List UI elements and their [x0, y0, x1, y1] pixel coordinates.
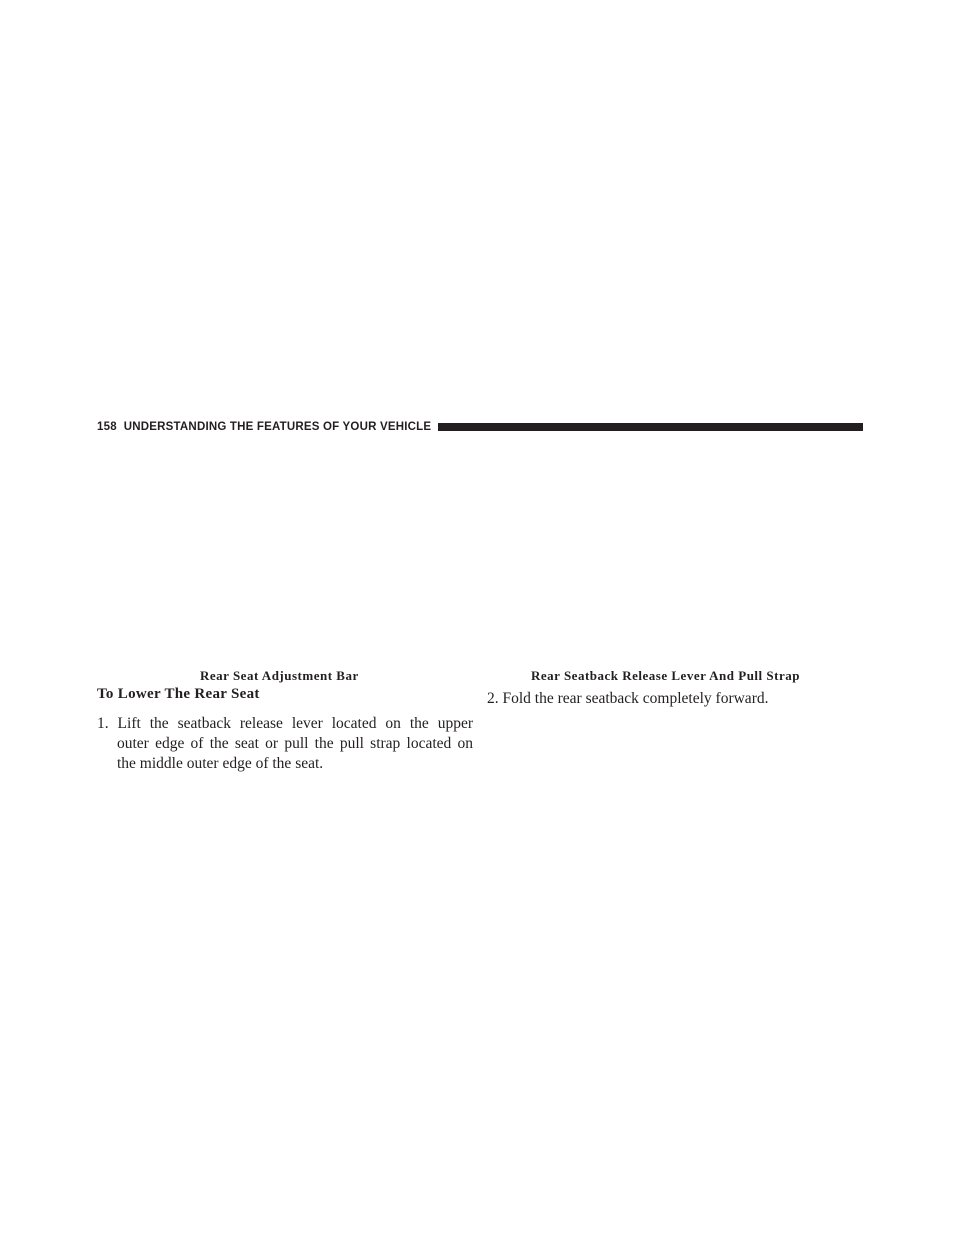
instruction-step-1 [97, 714, 473, 774]
step-1-line-2: outer edge of the seat or pull the pull strap located on [117, 735, 473, 752]
page-header [97, 419, 863, 435]
section-title: UNDERSTANDING THE FEATURES OF YOUR VEHICLE [123, 421, 432, 433]
figure-caption-release-lever: Rear Seatback Release Lever And Pull Strap [531, 668, 800, 683]
header-rule [438, 423, 863, 431]
instruction-step-2: 2. Fold the rear seatback completely forward. [487, 690, 769, 707]
page-number: 158 [97, 421, 117, 433]
section-heading: To Lower The Rear Seat [97, 686, 260, 702]
step-1-line-1: 1. Lift the seatback release lever located on the upper [97, 715, 473, 732]
figure-caption-adjustment-bar: Rear Seat Adjustment Bar [200, 668, 359, 683]
step-1-line-3: the middle outer edge of the seat. [117, 755, 324, 772]
